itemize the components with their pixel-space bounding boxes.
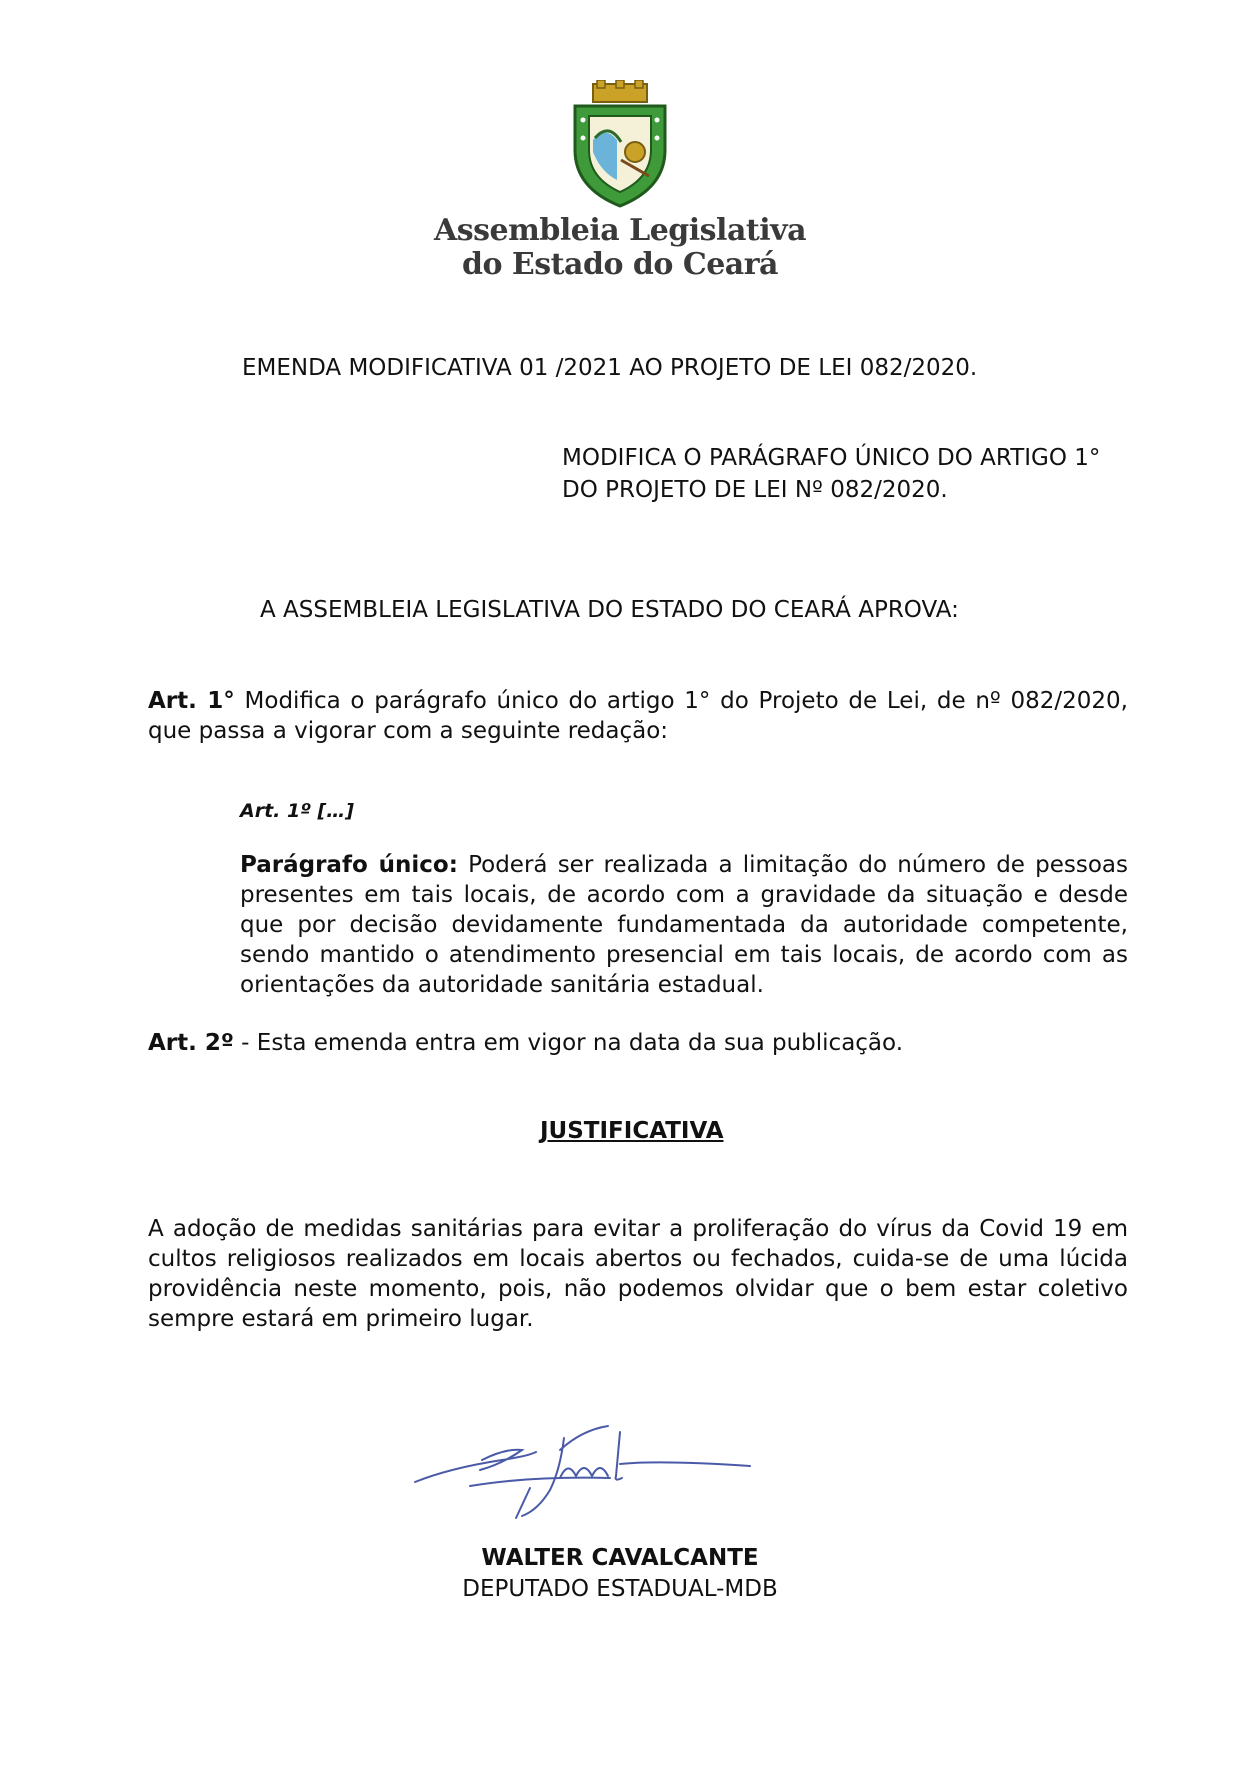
signatory-role: DEPUTADO ESTADUAL-MDB	[462, 1576, 778, 1602]
quoted-article-reference: Art. 1º […]	[240, 800, 354, 822]
organization-name-line1: Assembleia Legislativa	[433, 213, 807, 248]
ementa-line2: DO PROJETO DE LEI Nº 082/2020.	[562, 477, 948, 503]
article-1-text: Modifica o parágrafo único do artigo 1° do Projeto de Lei, de nº 082/2020, que passa a vigorar com a seguinte redação:	[148, 688, 1128, 744]
article-2-text: - Esta emenda entra em vigor na data da sua publicação.	[233, 1030, 904, 1056]
signatory-name: WALTER CAVALCANTE	[481, 1545, 759, 1571]
state-coat-of-arms-icon	[565, 80, 675, 210]
article-2-label: Art. 2º	[148, 1030, 234, 1056]
document-title: EMENDA MODIFICATIVA 01 /2021 AO PROJETO DE LEI 082/2020.	[242, 355, 978, 381]
justification-text: A adoção de medidas sanitárias para evitar a proliferação do vírus da Covid 19 em cultos religiosos realizados em locais abertos ou fechados, cuida-se de uma lúcida providência neste momento, pois, não podemos olvidar que o bem estar coletivo sempre estará em primeiro lugar.	[148, 1216, 1128, 1332]
signature	[410, 1420, 810, 1530]
quoted-paragraph	[240, 850, 1128, 1000]
article-1-label: Art. 1°	[148, 688, 235, 714]
justification-heading: JUSTIFICATIVA	[540, 1118, 724, 1144]
paragraph-label: Parágrafo único:	[240, 852, 458, 878]
ementa-line1: MODIFICA O PARÁGRAFO ÚNICO DO ARTIGO 1°	[562, 445, 1101, 471]
article-2	[148, 1028, 903, 1058]
preamble: A ASSEMBLEIA LEGISLATIVA DO ESTADO DO CEARÁ APROVA:	[260, 597, 959, 623]
paragraph-text: Poderá ser realizada a limitação do número de pessoas presentes em tais locais, de acordo com a gravidade da situação e desde que por decisão devidamente fundamentada da autoridade competente, sendo mantido o atendimento presencial em tais locais, de acordo com as orientações da autoridade sanitária estadual.	[240, 852, 1128, 998]
organization-name-line2: do Estado do Ceará	[462, 247, 778, 282]
article-1	[148, 686, 1128, 746]
